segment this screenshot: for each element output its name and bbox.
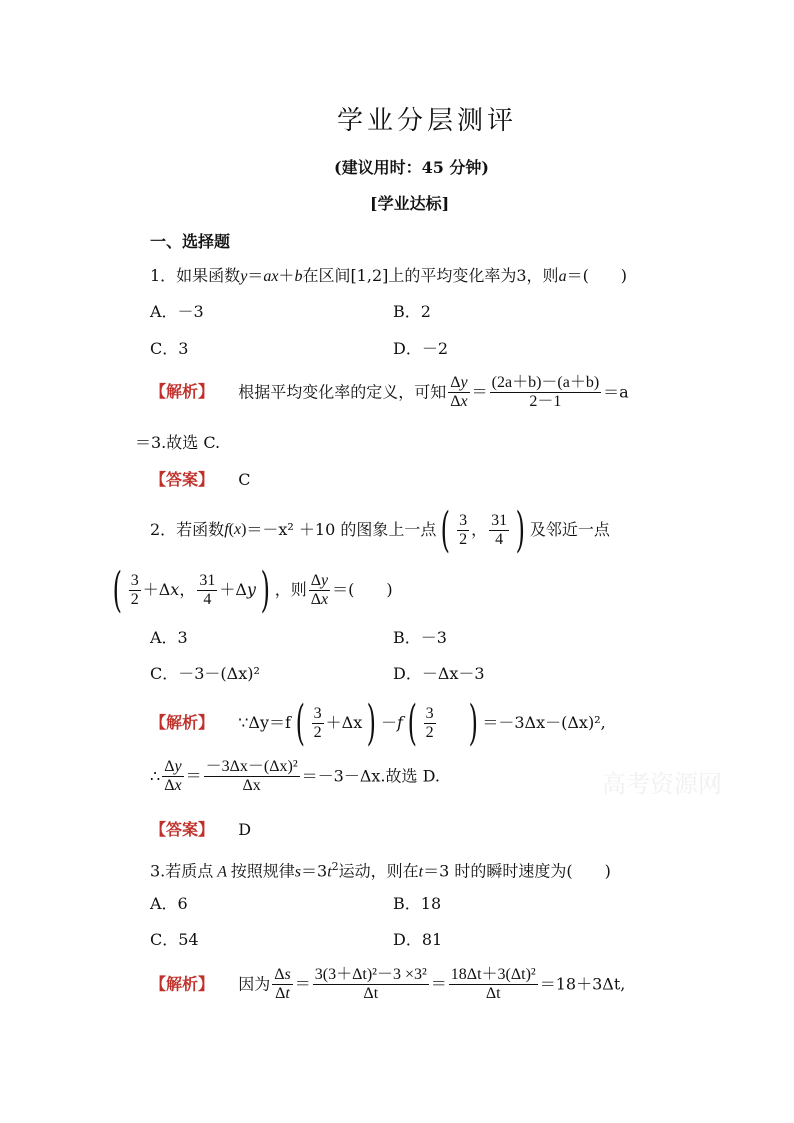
q2-answer-value: D (238, 820, 252, 839)
q3-delta-frac: $\frac{\Delta s}{\Delta t}$ (274, 966, 291, 1002)
q1-analysis-text: 根据平均变化率的定义，可知 (238, 382, 447, 402)
q3-expand-frac (313, 966, 429, 1003)
q2-therefore: ∴ $\frac{\Delta y}{\Delta x}$ ＝ $\frac{\text{－3Δx－(Δx)²}}{\Delta x}$ ＝－3－Δx.故选 D. (150, 758, 440, 794)
q3-stem: 3.若质点 A 按照规律$s=3t^2$运动，则在t＝3 时的瞬时速度为( ) (150, 860, 611, 881)
q2-stem-line1: 2．若函数f(x)＝－x² ＋10 的图象上一点( $\frac{3}{2}$ ， $\frac{31}{4}$ ) 及邻近一点 (150, 502, 610, 558)
q1-answer-label: 【答案】 (150, 470, 215, 489)
q1-stem-b: 在区间[1,2]上的平均变化率为3，则 (302, 266, 559, 285)
q1-analysis-end: ＝a (603, 382, 629, 402)
q2-point-y-den: 4 (495, 530, 504, 548)
q2-analysis: 【解析】 ∵Δy＝f( $\frac{3}{2}$ ＋Δx) －f( $\frac{3}{2}$ ) ＝－3Δx－(Δx)², (150, 695, 606, 751)
q1-option-d: D．－2 (393, 339, 449, 358)
q3-analysis-end: ＝18＋3Δt, (539, 974, 626, 994)
q3-stem-b: 按照规律 (230, 861, 295, 881)
q2-therefore-end: ＝－3－Δx.故选 D. (301, 766, 440, 786)
q1-frac-num: (2a＋b)－(a＋b) (491, 374, 600, 391)
q2-analysis-frac2: $\frac{3}{2}$ (425, 704, 434, 741)
q2-analysis-frac1: $\frac{3}{2}$ (313, 704, 322, 741)
q2-point-x-den: 2 (459, 530, 468, 548)
q2-analysis-label: 【解析】 (150, 713, 215, 732)
q2-point-x-num: 3 (459, 511, 468, 529)
q2-option-a: A．3 (150, 628, 188, 647)
q1-option-a: A．－3 (150, 302, 204, 321)
q1-delta-frac: $\frac{\Delta y}{\Delta x}$ (450, 374, 468, 410)
q2-therefore-frac (204, 758, 300, 795)
q2-stem-a: 2．若函数 (150, 520, 225, 539)
q2-therefore-num: －3Δx－(Δx)² (205, 758, 298, 775)
q2-stem-e: ＝( ) (332, 580, 393, 599)
q2-stem-b: ＝－x² ＋10 的图象上一点 (246, 520, 437, 539)
q3-expand-den: Δt (363, 985, 379, 1002)
time-suggestion: (建议用时：45 分钟) (334, 158, 489, 177)
q3-simplify-num: 18Δt＋3(Δt)² (450, 966, 536, 983)
q2-stem-d: ，则 (274, 580, 307, 599)
q2-answer (150, 820, 251, 840)
q2-therefore-delta: $\frac{\Delta y}{\Delta x}$ (164, 758, 182, 794)
q3-simplify-den: Δt (485, 985, 501, 1002)
q2-point-x (457, 512, 469, 549)
q3-stem-a: 3.若质点 (150, 861, 214, 881)
q1-option-b: B．2 (393, 302, 431, 321)
q3-stem-c: 运动，则在 (338, 861, 419, 881)
watermark: 高考资源网 (602, 770, 722, 798)
q1-answer (150, 470, 250, 490)
q1-analysis-label: 【解析】 (150, 382, 215, 401)
q2-delta-frac: $\frac{\Delta y}{\Delta x}$ (310, 571, 329, 608)
q2-option-b: B．－3 (393, 628, 447, 647)
q2-stem-c: 及邻近一点 (529, 520, 610, 539)
q2-point-y-num: 31 (491, 511, 508, 529)
page-title: 学业分层测评 (337, 106, 518, 136)
q2-near-y: $\frac{31}{4}$ (199, 571, 216, 608)
q1-answer-value: C (238, 470, 251, 489)
q1-stem-a: 1．如果函数 (150, 266, 241, 285)
q1-analysis-line2: ＝3.故选 C. (135, 433, 221, 452)
q3-option-b: B．18 (393, 894, 442, 913)
q3-option-a: A．6 (150, 894, 188, 913)
q1-analysis: 【解析】 根据平均变化率的定义，可知 $\frac{\Delta y}{\Delta x}$ ＝ $\frac{(2a+b)-(a+b)}{2-1}$ ＝a (150, 374, 629, 410)
q3-option-c: C．54 (150, 930, 199, 949)
q3-expand-num: 3(3＋Δt)²－3 ×3² (314, 966, 427, 983)
q1-stem-c: ＝( ) (566, 266, 628, 285)
q2-option-d: D．－Δx－3 (393, 664, 485, 683)
q3-simplify-frac (449, 966, 538, 1003)
q1-stem: 1．如果函数y＝ax＋b在区间[1,2]上的平均变化率为3，则a＝( ) (150, 266, 628, 285)
q3-analysis-label: 【解析】 (150, 974, 215, 994)
q2-near-x: $\frac{3}{2}$ (130, 571, 139, 608)
q3-stem-d: 时的瞬时速度为( ) (454, 861, 611, 881)
q1-option-c: C．3 (150, 339, 189, 358)
section-heading: 一、选择题 (150, 232, 231, 251)
q2-point-y (489, 512, 509, 549)
q2-stem-line2: ( $\frac{3}{2}$ ＋Δx， $\frac{31}{4}$ ＋Δy) ，则 $\frac{\Delta y}{\Delta x}$ ＝( ) (112, 562, 393, 618)
q2-answer-label: 【答案】 (150, 820, 215, 839)
q1-value-frac (490, 374, 602, 411)
q2-analysis-a: ∵Δy＝f (238, 713, 291, 732)
q3-option-d: D．81 (393, 930, 443, 949)
q2-analysis-b: ＝－3Δx－(Δx)², (482, 713, 606, 732)
q2-therefore-den: Δx (242, 777, 261, 794)
q3-analysis-text: 因为 (238, 974, 271, 994)
q1-frac-den: 2－1 (529, 393, 562, 410)
section-tag: [学业达标] (370, 194, 450, 213)
q3-analysis: 【解析】 因为 $\frac{\Delta s}{\Delta t}$ ＝ $\frac{\text{3(3＋Δt)²－3 ×3²}}{\Delta t}$ ＝ $\frac{\text{18Δt＋3(Δt)²}}{\Delta t}$ ＝18＋3Δt, (150, 966, 626, 1002)
q2-option-c: C．－3－(Δx)² (150, 664, 260, 683)
